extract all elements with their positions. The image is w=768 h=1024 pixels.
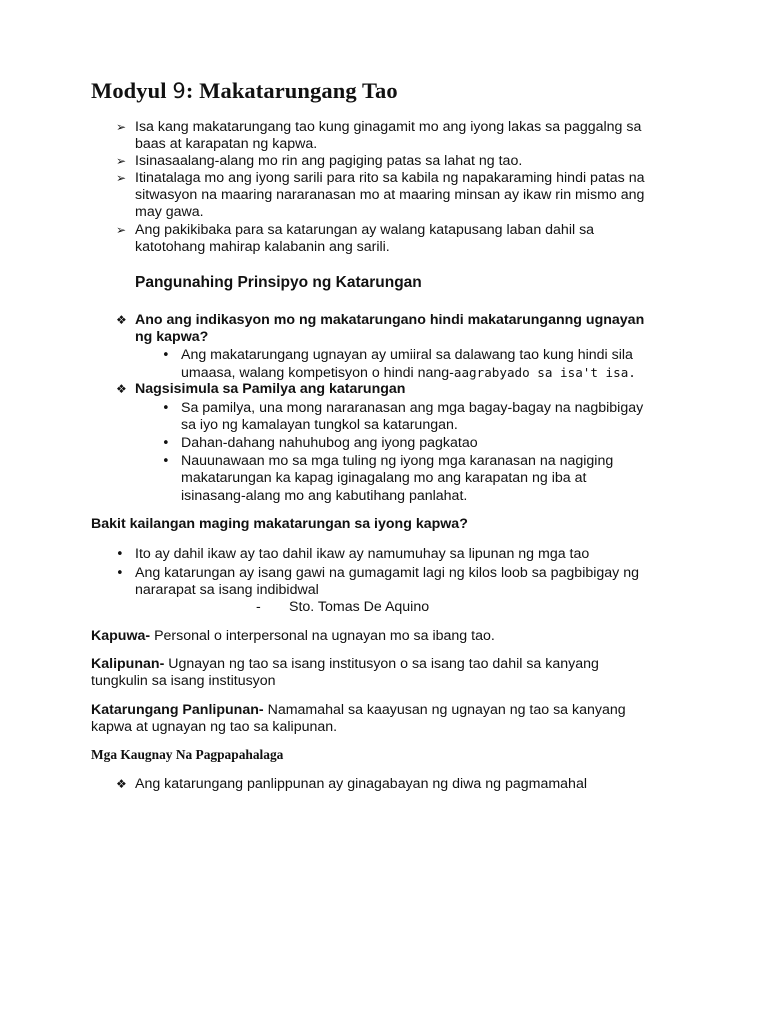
answer-1-line-2-start: umaasa, walang kompetisyon o hindi nang- [181, 365, 454, 381]
family-item-3-line-3: isinasang-alang mo ang kabutihang panlahat. [181, 488, 468, 504]
section-heading-principles: Pangunahing Prinsipyo ng Katarungan [135, 274, 422, 291]
definition-term: Katarungang Panlipunan- [91, 702, 264, 718]
attribution-dash: - [256, 599, 261, 615]
definition-kapuwa-line-1 [91, 628, 495, 646]
intro-item-4-line-2: katotohang mahirap kalabanin ang sarili. [135, 239, 390, 255]
why-item-2-line-1: Ang katarungan ay isang gawi na gumagamit lagi ng kilos loob sa pagbibigay ng [135, 565, 639, 581]
title-suffix: : Makatarungang Tao [185, 78, 398, 103]
definition-term: Kalipunan- [91, 656, 165, 672]
arrow-bullet-icon: ➢ [116, 154, 127, 168]
why-question: Bakit kailangan maging makatarungan sa iyong kapwa? [91, 516, 468, 532]
dot-bullet-icon: • [116, 566, 124, 581]
definition-text: Namamahal sa kaayusan ng ugnayan ng tao sa kanyang [263, 702, 626, 718]
diamond-bullet-icon: ❖ [116, 313, 127, 327]
intro-item-4-line-1: Ang pakikibaka para sa katarungan ay walang katapusang laban dahil sa [135, 222, 595, 238]
definition-katarungang-panlipunan-line-1 [91, 702, 626, 720]
definition-kalipunan-line-2: tungkulin sa isang institusyon [91, 673, 276, 689]
definition-text: Personal o interpersonal na ugnayan mo sa ibang tao. [150, 628, 495, 644]
family-item-3-line-1: Nauunawaan mo sa mga tuling ng iyong mga karanasan na nagiging [181, 453, 614, 469]
intro-item-1-line-2: baas at karapatan ng kapwa. [135, 136, 318, 152]
family-item-3-line-2: makatarungan ka kapag iginagalang mo ang karapatan ng iba at [181, 470, 587, 486]
section-heading-values: Mga Kaugnay Na Pagpapahalaga [91, 747, 284, 762]
why-item-2-line-2: nararapat sa isang indibidwal [135, 582, 319, 598]
arrow-bullet-icon: ➢ [116, 223, 127, 237]
page-title [91, 78, 398, 104]
family-item-1-line-1: Sa pamilya, una mong nararanasan ang mga bagay-bagay na nagbibigay [181, 400, 644, 416]
answer-1-line-1: Ang makatarungang ugnayan ay umiiral sa dalawang tao kung hindi sila [181, 347, 633, 363]
dot-bullet-icon: • [116, 547, 124, 562]
intro-item-3-line-3: may gawa. [135, 204, 204, 220]
question-1-line-2: ng kapwa? [135, 329, 209, 345]
question-2-heading: Nagsisimula sa Pamilya ang katarungan [135, 381, 406, 397]
why-item-1-line-1: Ito ay dahil ikaw ay tao dahil ikaw ay namumuhay sa lipunan ng mga tao [135, 546, 590, 562]
diamond-bullet-icon: ❖ [116, 777, 127, 791]
dot-bullet-icon: • [162, 436, 170, 451]
module-number: 9 [172, 79, 186, 103]
attribution: Sto. Tomas De Aquino [289, 599, 430, 615]
intro-item-1-line-1: Isa kang makatarungang tao kung ginagamit mo ang iyong lakas sa paggalng sa [135, 119, 642, 135]
answer-1-line-2-end: aagrabyado sa isa't isa. [453, 365, 636, 380]
title-prefix: Modyul [91, 78, 173, 103]
question-1-line-1: Ano ang indikasyon mo ng makatarungano hindi makatarunganng ugnayan [135, 312, 645, 328]
intro-item-2-line-1: Isinasaalang-alang mo rin ang pagiging patas sa lahat ng tao. [135, 153, 523, 169]
definition-text: Ugnayan ng tao sa isang institusyon o sa isang tao dahil sa kanyang [164, 656, 599, 672]
dot-bullet-icon: • [162, 348, 170, 363]
family-item-1-line-2: sa iyo ng kamalayan tungkol sa katarungan. [181, 417, 458, 433]
definition-katarungang-panlipunan-line-2: kapwa at ugnayan ng tao sa kalipunan. [91, 719, 338, 735]
definition-kalipunan-line-1 [91, 656, 599, 674]
intro-item-3-line-2: sitwasyon na maaring nararanasan mo at maaring minsan ay ikaw rin mismo ang [135, 187, 645, 203]
answer-1-line-2 [181, 364, 636, 383]
dot-bullet-icon: • [162, 454, 170, 469]
arrow-bullet-icon: ➢ [116, 120, 127, 134]
family-item-2-line-1: Dahan-dahang nahuhubog ang iyong pagkatao [181, 435, 478, 451]
diamond-bullet-icon: ❖ [116, 382, 127, 396]
definition-term: Kapuwa- [91, 628, 151, 644]
values-item-1: Ang katarungang panlippunan ay ginagabayan ng diwa ng pagmamahal [135, 776, 587, 792]
arrow-bullet-icon: ➢ [116, 171, 127, 185]
dot-bullet-icon: • [162, 401, 170, 416]
intro-item-3-line-1: Itinatalaga mo ang iyong sarili para rito sa kabila ng napakaraming hindi patas na [135, 170, 645, 186]
